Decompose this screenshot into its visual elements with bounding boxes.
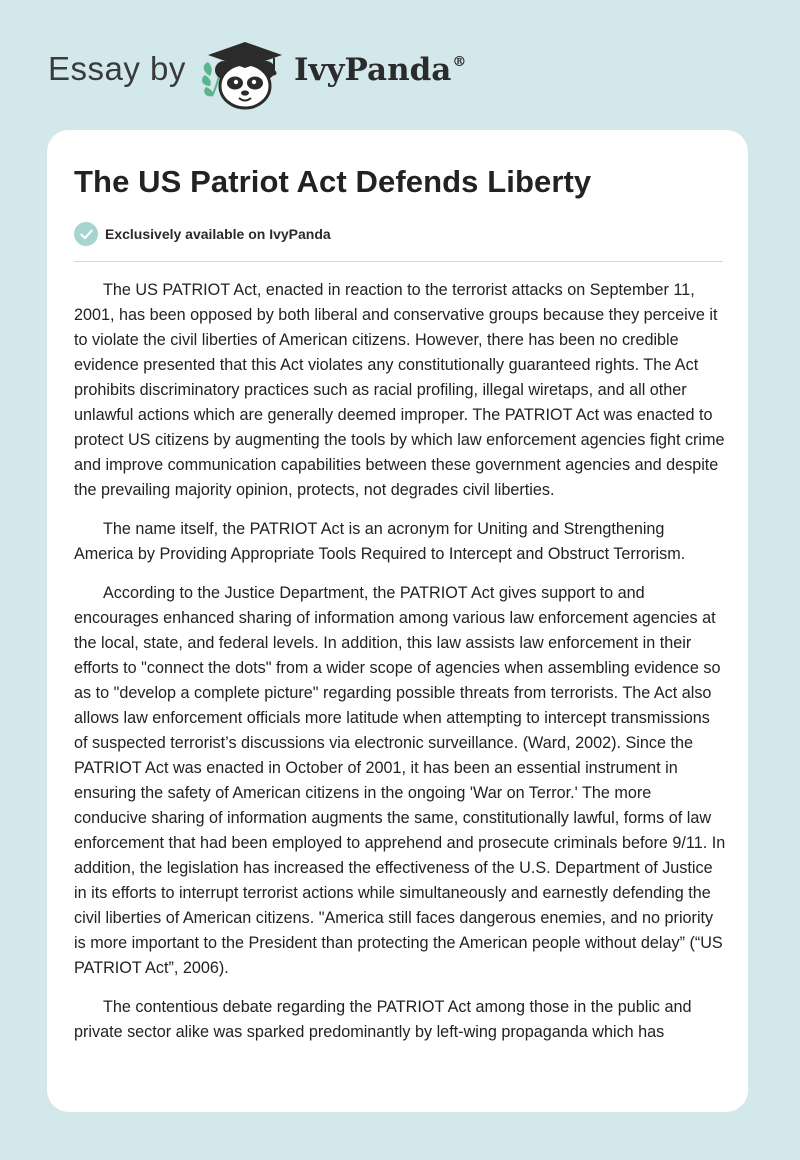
- paragraph: According to the Justice Department, the PATRIOT Act gives support to and encourages enhanced sharing of information among various law enforcement agencies at the local, state, and federal levels. In addition, this law assists law enforcement in their efforts to "connect the dots" from a wider scope of agencies when assembling evidence so as to "develop a complete picture" regarding possible threats from terrorists. The Act also allows law enforcement officials more latitude when attempting to intercept transmissions of suspected terrorist’s discussions via electronic surveillance. (Ward, 2002). Since the PATRIOT Act was enacted in October of 2001, it has been an essential instrument in ensuring the safety of American citizens in the ongoing 'War on Terror.' The more conducive sharing of information augments the same, constitutionally lawful, forms of law enforcement that had been employed to apprehend and prosecute criminals before 9/11. In addition, the legislation has increased the effectiveness of the U.S. Department of Justice in its efforts to interrupt terrorist actions while simultaneously and earnestly defending the civil liberties of American citizens. "America still faces dangerous enemies, and no priority is more important to the President than protecting the American people without delay” (“US PATRIOT Act”, 2006).: [74, 584, 726, 977]
- paragraph: The name itself, the PATRIOT Act is an acronym for Uniting and Strengthening America by Providing Appropriate Tools Required to Intercept and Obstruct Terrorism.: [74, 520, 686, 563]
- paragraph: The contentious debate regarding the PATRIOT Act among those in the public and private sector alike was sparked predominantly by left-wing propaganda which has: [74, 998, 692, 1041]
- site-header: [0, 0, 800, 130]
- check-icon: [74, 222, 98, 246]
- ivypanda-wordmark[interactable]: [294, 52, 466, 88]
- brand-name-text: IvyPanda: [294, 52, 452, 88]
- exclusive-badge: [74, 221, 331, 247]
- essay-card: [47, 130, 748, 1112]
- registered-mark: ®: [452, 54, 467, 70]
- divider: [74, 261, 723, 262]
- essay-by-label: Essay by: [48, 50, 186, 87]
- essay-title: The US Patriot Act Defends Liberty: [74, 164, 592, 199]
- exclusive-label: Exclusively available on IvyPanda: [105, 226, 331, 242]
- essay-body: [74, 278, 726, 1059]
- panda-graduation-cap-icon[interactable]: [200, 36, 290, 112]
- paragraph: The US PATRIOT Act, enacted in reaction to the terrorist attacks on September 11, 2001, has been opposed by both liberal and conservative groups because they perceive it to violate the civil liberties of American citizens. However, there has been no credible evidence presented that this Act violates any constitutionally guaranteed rights. The Act prohibits discriminatory practices such as racial profiling, illegal wiretaps, and all other unlawful actions which are generally deemed improper. The PATRIOT Act was enacted to protect US citizens by augmenting the tools by which law enforcement agencies fight crime and improve communication capabilities between these government agencies and despite the prevailing majority opinion, protects, not degrades civil liberties.: [74, 281, 725, 499]
